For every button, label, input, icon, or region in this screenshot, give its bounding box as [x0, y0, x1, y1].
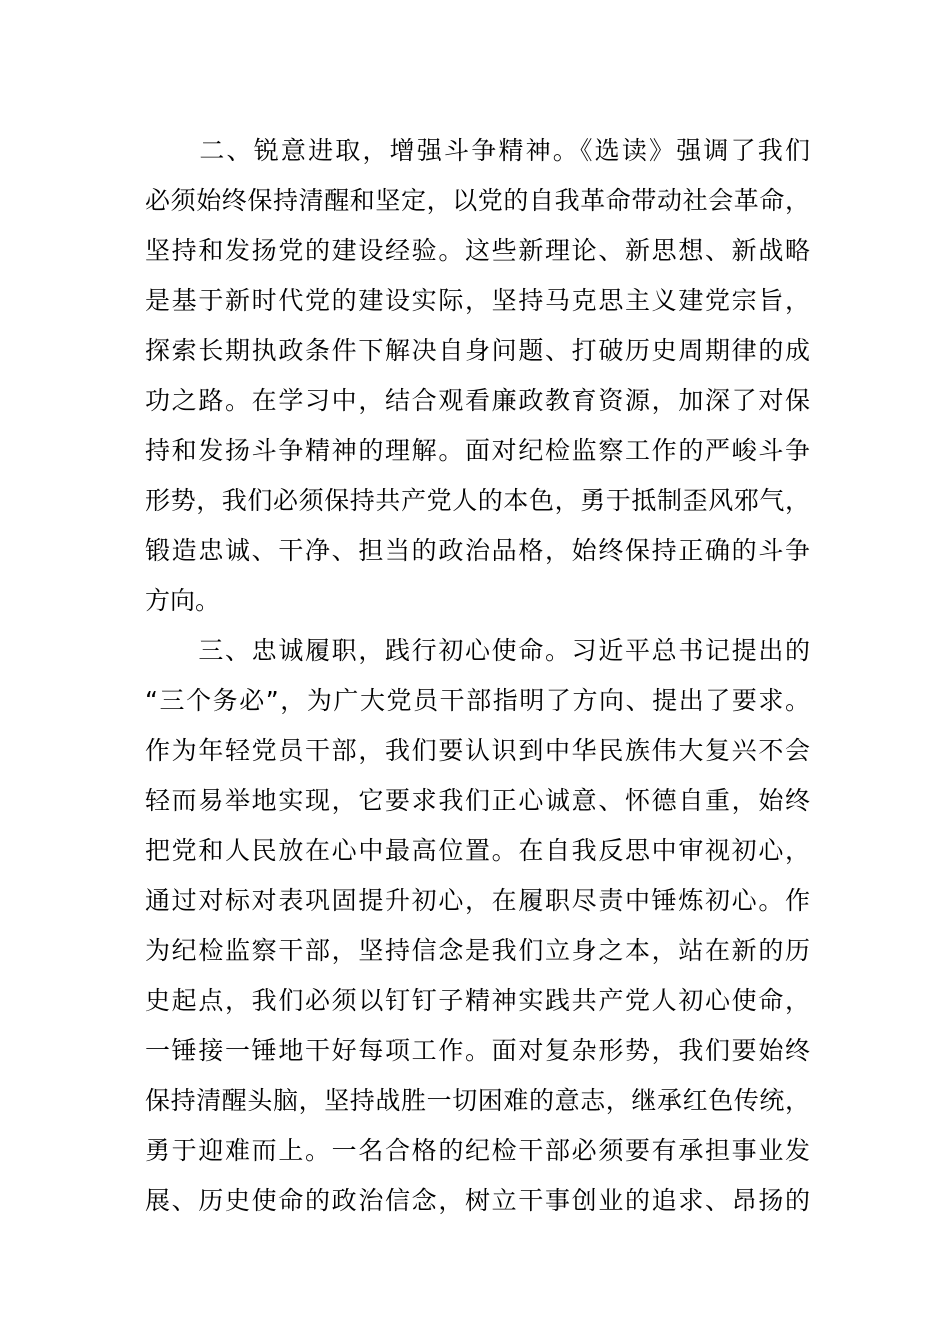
text-line: 勇于迎难而上。一名合格的纪检干部必须要有承担事业发: [145, 1136, 810, 1165]
text-line: 保持清醒头脑，坚持战胜一切困难的意志，继承红色传统，: [145, 1086, 810, 1115]
text-line: 持和发扬斗争精神的理解。面对纪检监察工作的严峻斗争: [145, 436, 810, 465]
text-line: “三个务必”，为广大党员干部指明了方向、提出了要求。: [145, 686, 810, 715]
text-line: 三、忠诚履职，践行初心使命。习近平总书记提出的: [145, 636, 810, 665]
text-line: 探索长期执政条件下解决自身问题、打破历史周期律的成: [145, 336, 810, 365]
body-text: [145, 126, 810, 1226]
text-line: 功之路。在学习中，结合观看廉政教育资源，加深了对保: [145, 386, 810, 415]
text-line: 通过对标对表巩固提升初心，在履职尽责中锤炼初心。作: [145, 886, 810, 915]
text-line: 一锤接一锤地干好每项工作。面对复杂形势，我们要始终: [145, 1036, 810, 1065]
text-line: 形势，我们必须保持共产党人的本色，勇于抵制歪风邪气，: [145, 486, 810, 515]
text-line: 坚持和发扬党的建设经验。这些新理论、新思想、新战略: [145, 236, 810, 265]
text-line: 轻而易举地实现，它要求我们正心诚意、怀德自重，始终: [145, 786, 810, 815]
text-line: 必须始终保持清醒和坚定，以党的自我革命带动社会革命，: [145, 186, 810, 215]
text-line: 是基于新时代党的建设实际，坚持马克思主义建党宗旨，: [145, 286, 810, 315]
text-line: 方向。: [145, 586, 221, 615]
text-line: 史起点，我们必须以钉钉子精神实践共产党人初心使命，: [145, 986, 810, 1015]
text-line: 锻造忠诚、干净、担当的政治品格，始终保持正确的斗争: [145, 536, 810, 565]
text-line: 二、锐意进取，增强斗争精神。《选读》强调了我们: [145, 136, 810, 165]
text-line: 为纪检监察干部，坚持信念是我们立身之本，站在新的历: [145, 936, 810, 965]
text-line: 展、历史使命的政治信念，树立干事创业的追求、昂扬的: [145, 1186, 810, 1215]
text-line: 作为年轻党员干部，我们要认识到中华民族伟大复兴不会: [145, 736, 810, 765]
text-line: 把党和人民放在心中最高位置。在自我反思中审视初心，: [145, 836, 810, 865]
